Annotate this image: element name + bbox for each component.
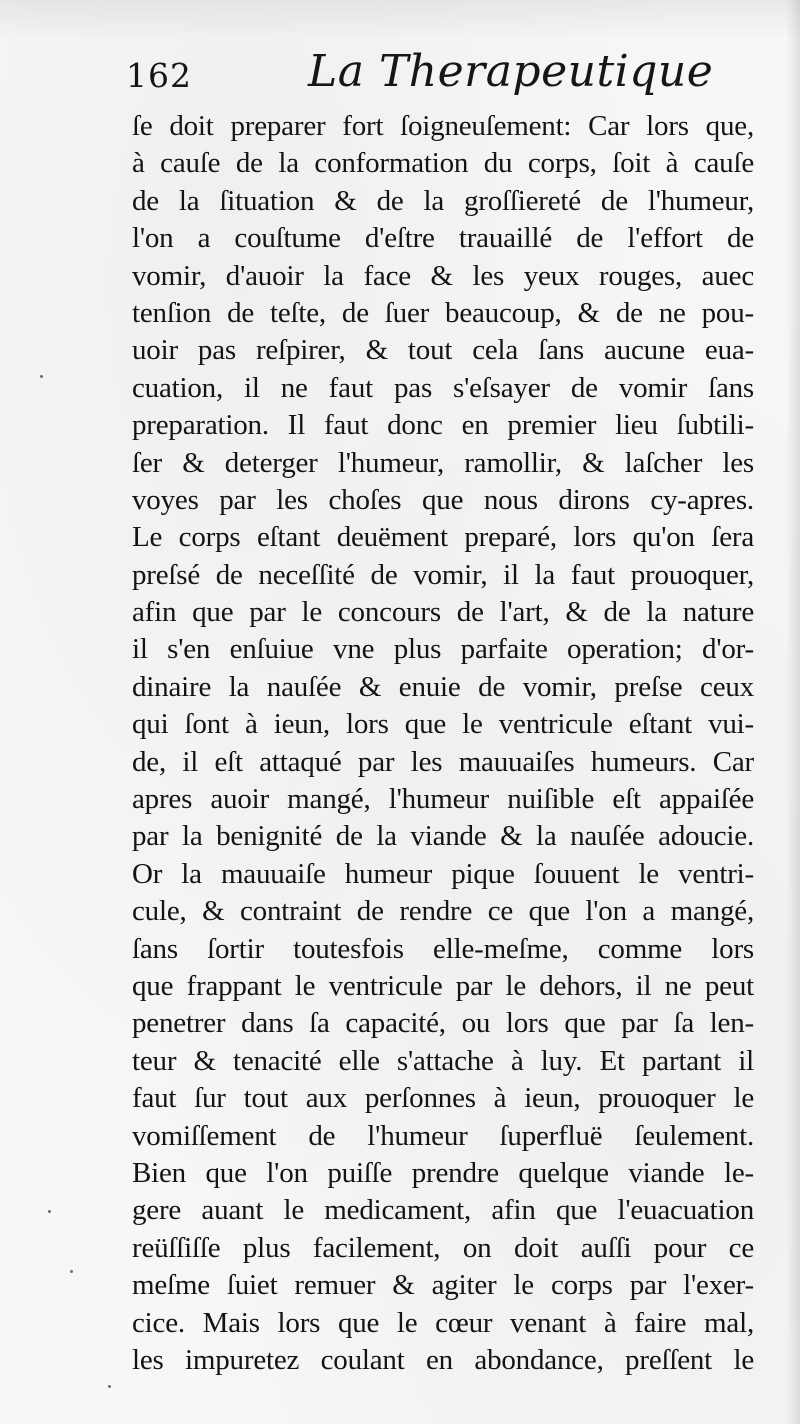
text-line: reüſſiſſe plus facilement, on doit auſſi pour ce [132, 1231, 754, 1264]
paper-speck [40, 375, 43, 378]
text-line: Bien que l'on puiſſe prendre quelque viande le- [132, 1156, 754, 1189]
text-line: à cauſe de la conformation du corps, ſoit à cauſe [132, 147, 754, 180]
text-line: qui ſont à ieun, lors que le ventricule eſtant vui- [132, 708, 754, 741]
text-line: Or la mauuaiſe humeur pique ſouuent le ventri- [132, 857, 754, 890]
text-line: afin que par le concours de l'art, & de la nature [132, 596, 754, 629]
text-line: de, il eſt attaqué par les mauuaiſes humeurs. Car [132, 745, 754, 778]
text-line: voyes par les choſes que nous dirons cy-apres. [132, 483, 754, 516]
text-line: cuation, il ne faut pas s'eſsayer de vomir ſans [132, 371, 754, 404]
paper-speck [48, 1210, 51, 1213]
page-number: 162 [126, 56, 192, 95]
text-line: vomir, d'auoir la face & les yeux rouges, auec [132, 259, 754, 292]
text-line: meſme ſuiet remuer & agiter le corps par l'exer- [132, 1269, 754, 1302]
text-line: l'on a couſtume d'eſtre trauaillé de l'effort de [132, 222, 754, 255]
body-text [132, 108, 754, 1379]
text-line: par la benignité de la viande & la nauſée adoucie. [132, 820, 754, 853]
text-line: apres auoir mangé, l'humeur nuiſible eſt appaiſée [132, 783, 754, 816]
text-line: de la ſituation & de la groſſiereté de l'humeur, [132, 184, 754, 217]
text-line: uoir pas reſpirer, & tout cela ſans aucune eua- [132, 334, 754, 367]
text-line: gere auant le medicament, afin que l'euacuation [132, 1194, 754, 1227]
text-line: preſsé de neceſſité de vomir, il la faut prouoquer, [132, 558, 754, 591]
text-line: les impuretez coulant en abondance, preſſent le [132, 1343, 754, 1376]
text-line: cice. Mais lors que le cœur venant à faire mal, [132, 1306, 754, 1339]
text-line: penetrer dans ſa capacité, ou lors que par ſa len- [132, 1007, 754, 1040]
page-top-shadow [0, 0, 800, 40]
text-line: faut ſur tout aux perſonnes à ieun, prouoquer le [132, 1082, 754, 1115]
text-line: il s'en enſuiue vne plus parfaite operation; d'or- [132, 633, 754, 666]
text-line: vomiſſement de l'humeur ſuperfluë ſeulement. [132, 1119, 754, 1152]
text-line: que frappant le ventricule par le dehors, il ne peut [132, 969, 754, 1002]
paper-speck [70, 1270, 73, 1273]
text-line: cule, & contraint de rendre ce que l'on a mangé, [132, 895, 754, 928]
text-line: ſe doit preparer fort ſoigneuſement: Car lors que, [132, 110, 754, 142]
text-line: ſans ſortir toutesfois elle-meſme, comme lors [132, 932, 754, 965]
text-line: dinaire la nauſée & enuie de vomir, preſse ceux [132, 670, 754, 703]
running-title: La Therapeutique [308, 46, 714, 97]
text-line: preparation. Il faut donc en premier lieu ſubtili- [132, 409, 754, 442]
text-line: ſer & deterger l'humeur, ramollir, & laſcher les [132, 446, 754, 479]
page-gutter-shadow [786, 0, 800, 1424]
text-line: teur & tenacité elle s'attache à luy. Et partant il [132, 1044, 754, 1077]
page-header [118, 46, 778, 106]
text-line: tenſion de teſte, de ſuer beaucoup, & de ne pou- [132, 296, 754, 329]
text-line: Le corps eſtant deuëment preparé, lors qu'on ſera [132, 521, 754, 554]
paper-speck [108, 1385, 111, 1388]
